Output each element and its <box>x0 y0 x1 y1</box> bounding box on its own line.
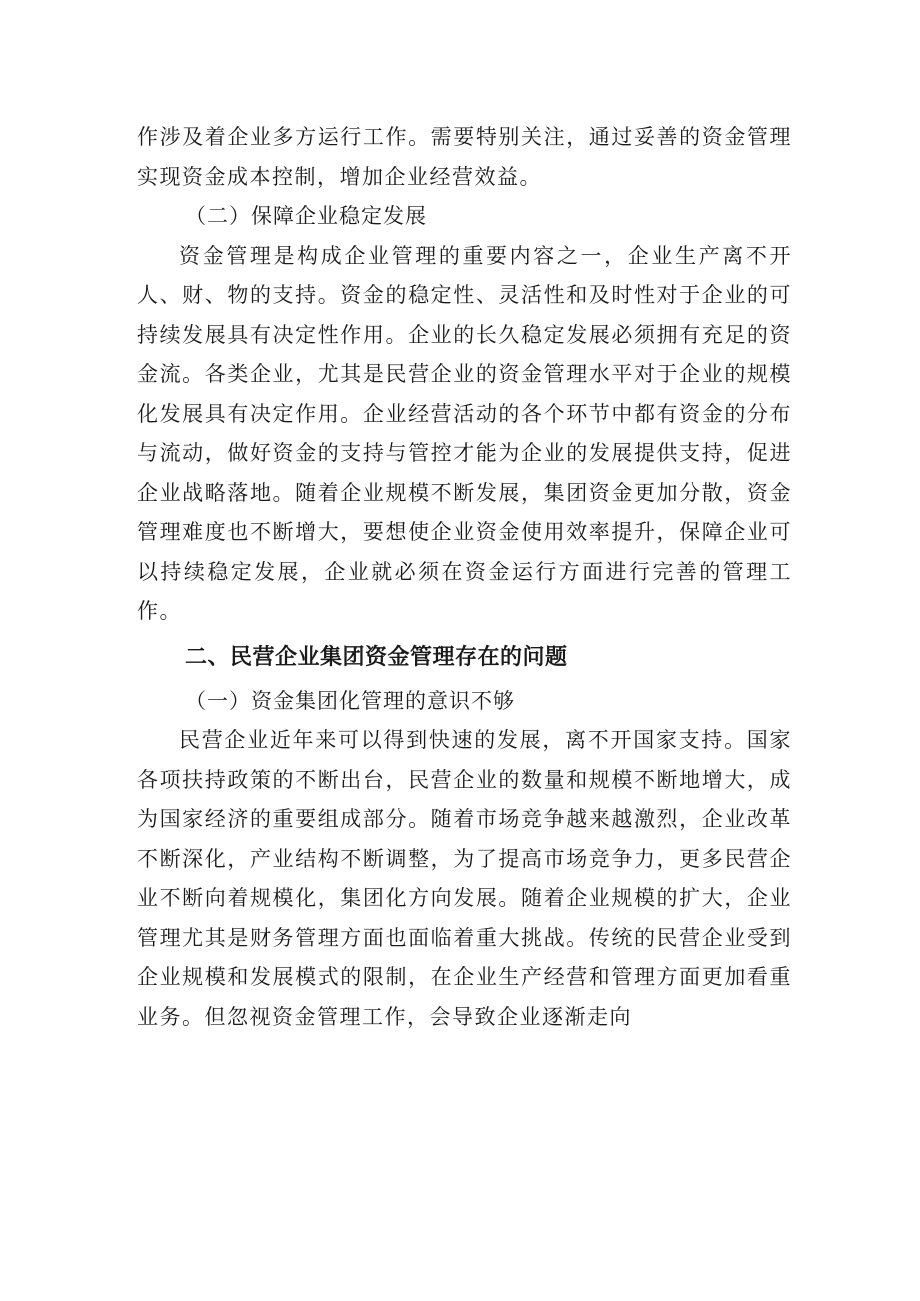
paragraph-stable-development: 资金管理是构成企业管理的重要内容之一，企业生产离不开人、财、物的支持。资金的稳定性、灵活性和及时性对于企业的可持续发展具有决定性作用。企业的长久稳定发展必须拥有充足的资金流。各类企业，尤其是民营企业的资金管理水平对于企业的规模化发展具有决定作用。企业经营活动的各个环节中都有资金的分布与流动，做好资金的支持与管控才能为企业的发展提供支持，促进企业战略落地。随着企业规模不断发展，集团资金更加分散，资金管理难度也不断增大，要想使企业资金使用效率提升，保障企业可以持续稳定发展，企业就必须在资金运行方面进行完善的管理工作。 <box>137 243 792 623</box>
document-body <box>137 118 792 1037</box>
subheading-stable-development: （二）保障企业稳定发展 <box>185 204 427 228</box>
paragraph-awareness: 民营企业近年来可以得到快速的发展，离不开国家支持。国家各项扶持政策的不断出台，民营企业的数量和规模不断地增大，成为国家经济的重要组成部分。随着市场竞争越来越激烈，企业改革不断深化，产业结构不断调整，为了提高市场竞争力，更多民营企业不断向着规模化，集团化方向发展。随着企业规模的扩大，企业管理尤其是财务管理方面也面临着重大挑战。传统的民营企业受到企业规模和发展模式的限制，在企业生产经营和管理方面更加看重业务。但忽视资金管理工作，会导致企业逐渐走向 <box>137 728 792 1029</box>
section-heading-problems: 二、民营企业集团资金管理存在的问题 <box>185 644 568 670</box>
subheading-awareness: （一）资金集团化管理的意识不够 <box>185 688 515 713</box>
paragraph-continuation: 作涉及着企业多方运行工作。需要特别关注，通过妥善的资金管理实现资金成本控制，增加企业经营效益。 <box>137 125 792 189</box>
